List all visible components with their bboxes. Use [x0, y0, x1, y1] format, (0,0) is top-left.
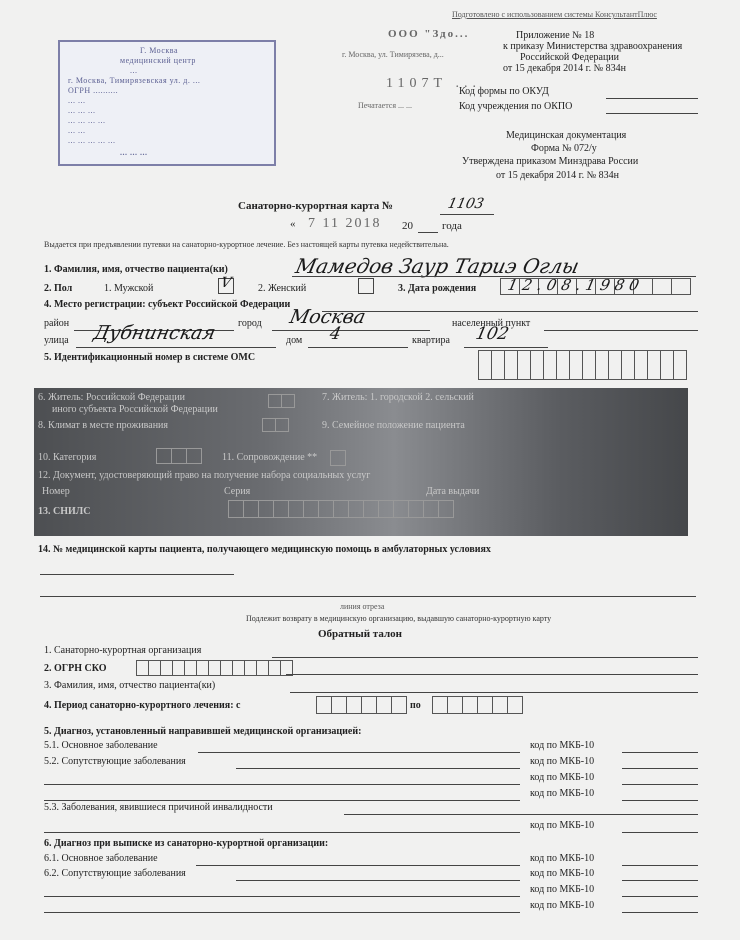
field-registration-label: 4. Место регистрации: субъект Российской Федерации — [44, 299, 291, 310]
organization-stamp: Г. Москва медицинский центр ... г. Москва, Тимирязевская ул. д. ... ОГРН .......... ... ... ... ... ... ... ... ... ... ... ... ... ... ... ... ... ... ... ... — [58, 40, 276, 166]
checkbox-female[interactable] — [358, 278, 374, 294]
field-fio-value: Мамедов Заур Тариэ Оглы — [293, 254, 582, 278]
return-note: Подлежит возврату в медицинскую организацию, выдавшую санаторно-курортную карту — [246, 614, 552, 623]
okud-label: Код формы по ОКУД — [459, 86, 549, 97]
city-label: город — [238, 318, 262, 329]
field-birthdate-value: 12.08.1980 — [506, 276, 646, 294]
appendix-line-4: от 15 декабря 2014 г. № 834н — [503, 63, 626, 74]
appendix-line-3: Российской Федерации — [520, 52, 620, 63]
org-name: ООО "Здо... — [388, 28, 470, 40]
org-address: г. Москва, ул. Тимирязева, д... — [342, 50, 444, 59]
house-value: 4 — [327, 324, 343, 344]
coupon-discharge-main-label: 6.1. Основное заболевание — [44, 853, 158, 864]
mkb-code-9: код по МКБ-10 — [530, 900, 595, 911]
mkb-code-4: код по МКБ-10 — [530, 788, 595, 799]
coupon-discharge-label: 6. Диагноз при выписке из санаторно-курортной организации: — [44, 838, 329, 849]
checkbox-male[interactable]: V — [218, 278, 234, 294]
coupon-concomitant-label: 5.2. Сопутствующие заболевания — [44, 756, 186, 767]
coupon-ogrn-label: 2. ОГРН СКО — [44, 663, 107, 674]
coupon-period-label: 4. Период санаторно-курортного лечения: с — [44, 700, 241, 711]
district-label: район — [44, 318, 70, 329]
coupon-diagnosis-label: 5. Диагноз, установленный направившей медицинской организацией: — [44, 726, 362, 737]
okpo-label: Код учреждения по ОКПО — [459, 101, 573, 112]
okpo-line — [606, 113, 698, 114]
card-title: Санаторно-курортная карта № — [238, 200, 394, 212]
apartment-label: квартира — [412, 335, 450, 346]
okud-line — [606, 98, 698, 99]
okud-value: 1107Т ... — [386, 76, 482, 91]
appendix-line-2: к приказу Министерства здравоохранения — [503, 41, 683, 52]
year-suffix: года — [442, 220, 462, 232]
period-from-boxes[interactable] — [316, 696, 407, 714]
oms-number-boxes[interactable] — [478, 350, 687, 380]
coupon-main-disease-label: 5.1. Основное заболевание — [44, 740, 158, 751]
coupon-period-to-label: по — [410, 700, 421, 711]
med-doc-line-2: Форма № 072/у — [531, 143, 597, 154]
street-value: Дубнинская — [91, 322, 218, 344]
mkb-code-8: код по МКБ-10 — [530, 884, 595, 895]
year-prefix: 20 — [402, 220, 413, 232]
date-quote: « — [290, 218, 296, 230]
settlement-label: населенный пункт — [452, 318, 531, 329]
period-to-boxes[interactable] — [432, 696, 523, 714]
med-doc-line-4: от 15 декабря 2014 г. № 834н — [496, 170, 619, 181]
mkb-code-7: код по МКБ-10 — [530, 868, 595, 879]
card-date: 7 11 2018 — [308, 216, 382, 231]
card-number: 1103 — [446, 196, 486, 212]
card-instruction: Выдается при предъявлении путевки на санаторно-курортное лечение. Без настоящей карты путевка недействительна. — [44, 240, 449, 249]
form-page: Подготовлено с использованием системы КонсультантПлюс ООО "Здо... г. Москва, ул. Тимирязева, д... Приложение № 18 к приказу Министерства здравоохранения Российской Федерации от 15 декабря 2014 г. № 834н 1107Т ... Код формы по ОКУД Печатается ... ... Код учреждения по ОКПО Медицинская документация Форма № 072/у Утверждена приказом Минздрава России от 15 декабря 2014 г. № 834н Г. Москва медицинский центр ... г. Москва, Тимирязевская ул. д. ... ОГРН .......... ... ... ... ... ... ... ... ... ... ... ... ... ... ... ... ... ... ... ... Санаторно-курортная карта № 1103 « 7 11 2018 20 года Выдается при предъявлении путевки на санаторно-курортное лечение. Без настоящей карты путевка недействительна. 1. Фамилия, имя, отчество пациента(ки) Мамедов Заур Тариэ Оглы 2. Пол 1. Мужской V 2. Женский 3. Дата рождения 12.08.1980 4. Место регистрации: субъект Российской Федерации район город Москва населенный пункт улица Дубнинская дом 4 квартира 102 5. Идентификационный номер в системе ОМС 6. Житель: Российской Федерации иного субъекта Российской Федерации 7. Житель: 1. городской 2. сельский 8. Климат в месте проживания 9. Семейное положение пациента 10. Категория 11. Сопровождение ** 12. Документ, удостоверяющий право на получение набора социальных услуг Номер Серия Дата выдачи 13. СНИЛС 14. № медицинской карты пациента, получающего медицинскую помощь в амбулаторных условиях линия отреза Подлежит возврату в медицинскую организацию, выдавшую санаторно-курортную карту Обратный талон 1. Санаторно-курортная организация 2. ОГРН СКО 3. Фамилия, имя, отчество пациента(ки) 4. Период санаторно-курортного лечения: с по 5. Диагноз, установленный направившей медицинской организацией: 5.1. Основное заболевание код по МКБ-10 5.2. Сопутствующие заболевания код по МКБ-10 код по МКБ-10 код по МКБ-10 5.3. Заболевания, явившиеся причиной инвалидности код по МКБ-10 6. Диагноз при выписке из санаторно-курортной организации: 6.1. Основное заболевание код по МКБ-10 6.2. Сопутствующие заболевания код по МКБ-10 код по МКБ-10 код по МКБ-10 — [0, 0, 740, 940]
city-value: Москва — [287, 306, 368, 328]
mkb-code-1: код по МКБ-10 — [530, 740, 595, 751]
field-birthdate-label: 3. Дата рождения — [398, 283, 477, 294]
field-sex-male: 1. Мужской — [104, 283, 154, 294]
field-fio-label: 1. Фамилия, имя, отчество пациента(ки) — [44, 264, 228, 275]
coupon-disability-label: 5.3. Заболевания, явившиеся причиной инвалидности — [44, 802, 273, 813]
field-sex-female: 2. Женский — [258, 283, 307, 294]
street-label: улица — [44, 335, 69, 346]
mkb-code-5: код по МКБ-10 — [530, 820, 595, 831]
field-sex-label: 2. Пол — [44, 283, 73, 294]
med-doc-line-1: Медицинская документация — [506, 130, 627, 141]
cut-line-label: линия отреза — [340, 602, 385, 611]
coupon-discharge-concomitant-label: 6.2. Сопутствующие заболевания — [44, 868, 186, 879]
coupon-org-label: 1. Санаторно-курортная организация — [44, 645, 202, 656]
coupon-fio-label: 3. Фамилия, имя, отчество пациента(ки) — [44, 680, 216, 691]
coupon-title: Обратный талон — [318, 628, 402, 640]
mkb-code-3: код по МКБ-10 — [530, 772, 595, 783]
apartment-value: 102 — [473, 324, 511, 344]
top-right-note: Подготовлено с использованием системы КонсультантПлюс — [452, 10, 657, 19]
mkb-code-2: код по МКБ-10 — [530, 756, 595, 767]
appendix-line-1: Приложение № 18 — [516, 30, 595, 41]
mkb-code-6: код по МКБ-10 — [530, 853, 595, 864]
degraded-section: 6. Житель: Российской Федерации иного субъекта Российской Федерации 7. Житель: 1. городской 2. сельский 8. Климат в месте проживания 9. Семейное положение пациента 10. Категория 11. Сопровождение ** 12. Документ, удостоверяющий право на получение набора социальных услуг Номер Серия Дата выдачи 13. СНИЛС — [34, 388, 688, 536]
field-ambulatory-card-label: 14. № медицинской карты пациента, получающего медицинскую помощь в амбулаторных условиях — [38, 544, 491, 555]
ogrn-boxes[interactable] — [136, 660, 293, 676]
field-oms-label: 5. Идентификационный номер в системе ОМС — [44, 352, 256, 363]
house-label: дом — [286, 335, 303, 346]
med-doc-line-3: Утверждена приказом Минздрава России — [462, 156, 639, 167]
